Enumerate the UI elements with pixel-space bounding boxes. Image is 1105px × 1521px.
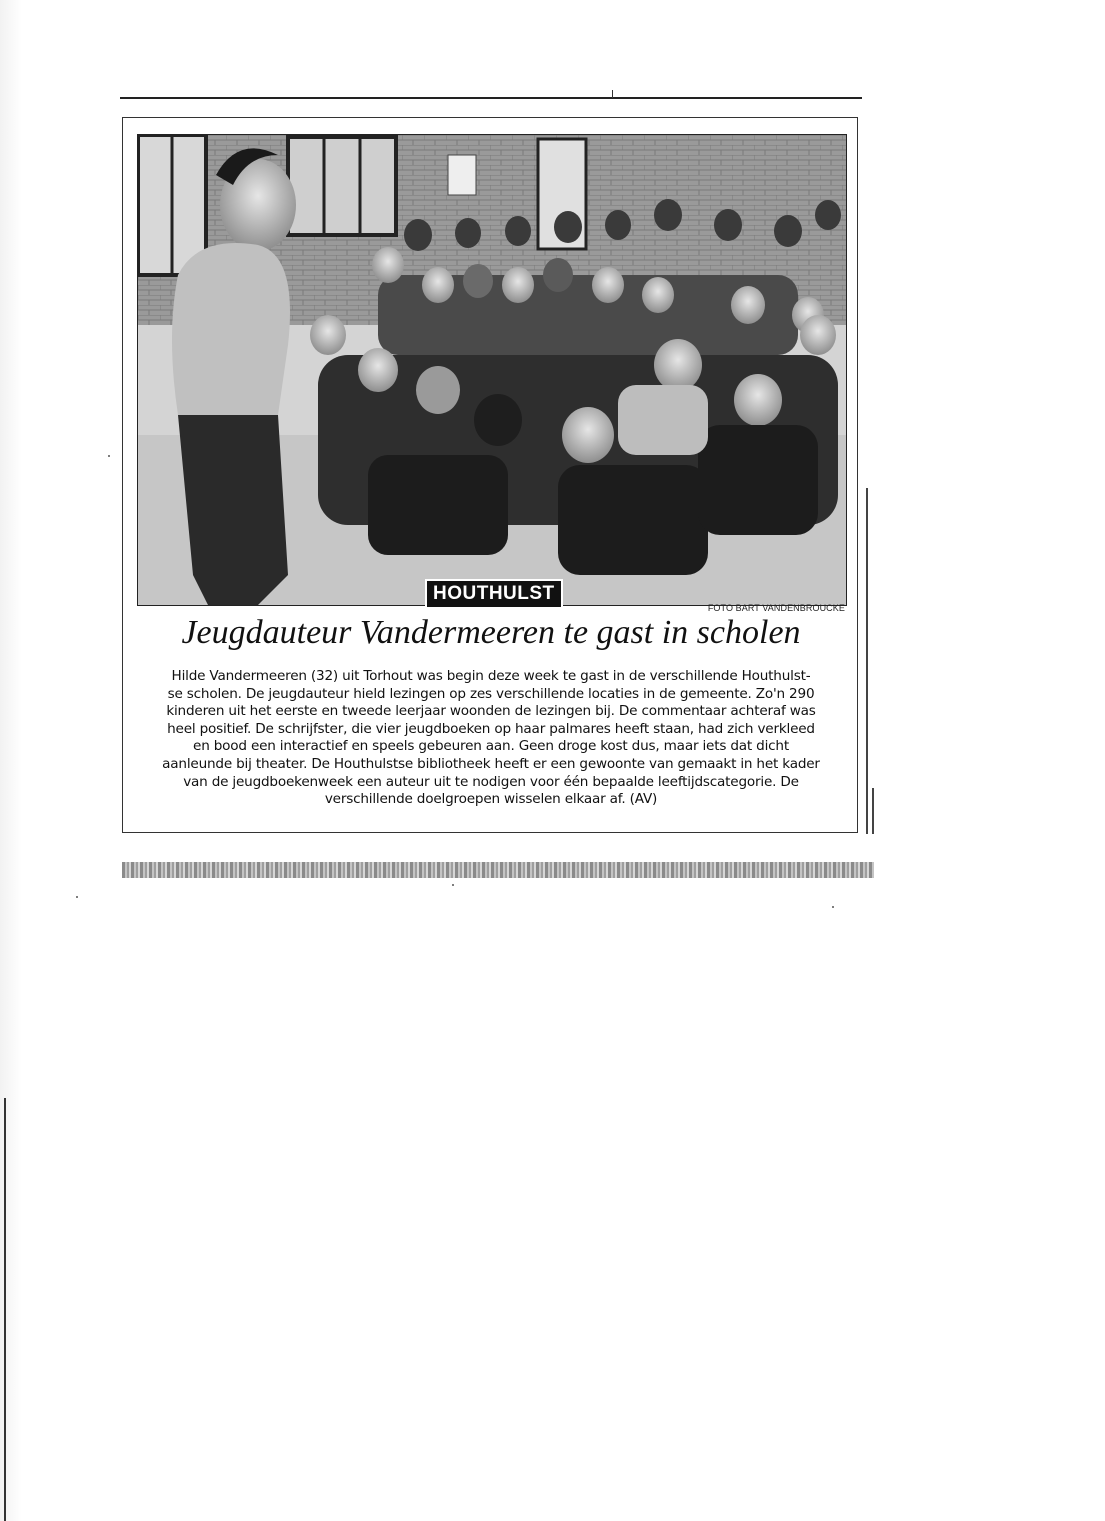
body-line: se scholen. De jeugdauteur hield lezingen op zes verschillende locaties in de gemeente. Zo'n 290 — [167, 685, 815, 702]
body-line: aanleunde bij theater. De Houthulstse bibliotheek heeft er een gewoonte van gemaakt in het kader — [162, 755, 820, 772]
body-line: en bood een interactief en speels gebeuren aan. Geen droge kost dus, maar iets dat dicht — [193, 738, 789, 755]
scan-speck — [108, 455, 110, 457]
body-line: heel positief. De schrijfster, die vier jeugdboeken op haar palmares heeft staan, had zich verkleed — [167, 720, 815, 737]
photo-credit: FOTO BART VANDENBROUCKE — [707, 603, 845, 613]
scan-speck — [452, 884, 454, 886]
location-kicker: HOUTHULST — [425, 579, 563, 609]
column-tick — [612, 90, 613, 98]
article-photo — [137, 134, 847, 606]
scan-grey-band — [122, 862, 874, 878]
column-top-rule — [120, 97, 862, 99]
body-line: Hilde Vandermeeren (32) uit Torhout was begin deze week te gast in de verschillende Houthulst- — [171, 668, 811, 684]
scan-edge-mark — [4, 1098, 6, 1521]
scan-speck — [76, 896, 78, 898]
classroom-photo-illustration — [138, 135, 846, 605]
body-line: kinderen uit het eerste en tweede leerjaar woonden de lezingen bij. De commentaar achteraf was — [166, 703, 816, 720]
body-line: verschillende doelgroepen wisselen elkaar af. (AV) — [324, 791, 658, 808]
headline: Jeugdauteur Vandermeeren te gast in scholen — [181, 614, 801, 651]
body-line: van de jeugdboekenweek een auteur uit te nodigen voor één bepaalde leeftijdscategorie. De — [183, 773, 799, 790]
scan-speck — [832, 906, 834, 908]
newspaper-article — [122, 117, 858, 833]
scan-right-marks — [866, 488, 874, 834]
article-body — [139, 668, 843, 809]
